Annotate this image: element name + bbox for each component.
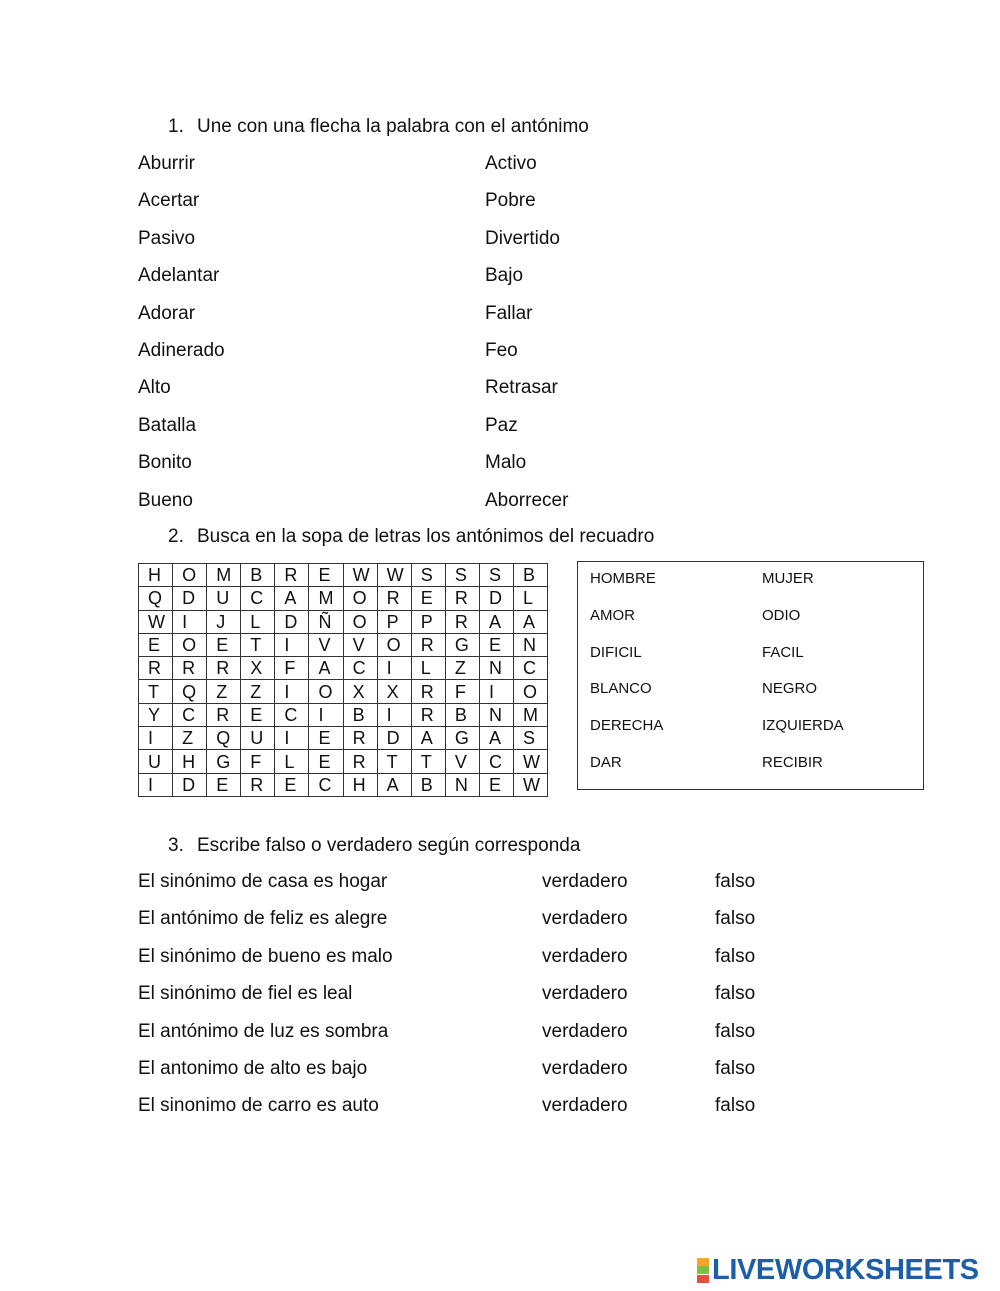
right-word: Bajo <box>485 265 524 287</box>
grid-cell[interactable]: X <box>241 657 275 680</box>
grid-cell[interactable]: T <box>377 750 411 773</box>
grid-cell[interactable]: R <box>275 564 309 587</box>
section-1-number: 1. <box>168 116 184 137</box>
word-box-word: HOMBRE <box>590 570 656 587</box>
left-word: Pasivo <box>138 227 196 249</box>
grid-cell[interactable]: R <box>173 657 207 680</box>
statement-text: El sinónimo de casa es hogar <box>138 871 388 892</box>
grid-cell[interactable]: I <box>275 633 309 656</box>
grid-cell[interactable]: E <box>479 773 513 796</box>
left-word: Aburrir <box>138 153 196 174</box>
grid-cell[interactable]: B <box>343 703 377 726</box>
grid-cell[interactable]: V <box>309 633 343 656</box>
grid-cell[interactable]: P <box>411 610 445 633</box>
grid-cell[interactable]: B <box>411 773 445 796</box>
grid-cell[interactable]: A <box>514 610 548 633</box>
statement-text: El antónimo de luz es sombra <box>138 1020 389 1042</box>
section-3-number: 3. <box>168 835 184 856</box>
statement-row <box>138 1094 798 1131</box>
statement-row <box>138 982 798 1019</box>
grid-cell[interactable]: Z <box>207 680 241 703</box>
grid-cell[interactable]: Q <box>139 587 173 610</box>
grid-cell[interactable]: R <box>445 610 479 633</box>
grid-cell[interactable]: C <box>241 587 275 610</box>
grid-cell[interactable]: X <box>343 680 377 703</box>
grid-row <box>139 750 548 773</box>
statement-row <box>138 945 798 982</box>
grid-cell[interactable]: M <box>309 587 343 610</box>
grid-cell[interactable]: E <box>207 773 241 796</box>
grid-cell[interactable]: O <box>173 633 207 656</box>
grid-cell[interactable]: I <box>139 727 173 750</box>
true-option[interactable]: verdadero <box>542 983 628 1005</box>
right-word: Aborrecer <box>485 489 569 511</box>
grid-cell[interactable]: R <box>207 657 241 680</box>
grid-cell[interactable]: R <box>411 703 445 726</box>
word-box-antonym: RECIBIR <box>762 754 823 771</box>
word-box-antonym: FACIL <box>762 643 804 661</box>
grid-cell[interactable]: E <box>309 727 343 750</box>
section-2-number: 2. <box>168 526 184 547</box>
grid-cell[interactable]: D <box>173 773 207 796</box>
false-option[interactable]: falso <box>715 871 756 892</box>
right-word: Pobre <box>485 190 536 212</box>
grid-row <box>139 610 548 633</box>
grid-cell[interactable]: U <box>207 587 241 610</box>
grid-cell[interactable]: I <box>275 727 309 750</box>
grid-cell[interactable]: M <box>207 564 241 587</box>
grid-cell[interactable]: C <box>275 703 309 726</box>
grid-cell[interactable]: I <box>275 680 309 703</box>
logo-text: LIVEWORKSHEETS <box>712 1254 979 1286</box>
grid-cell[interactable]: Q <box>173 680 207 703</box>
grid-cell[interactable]: A <box>377 773 411 796</box>
grid-cell[interactable]: R <box>411 633 445 656</box>
grid-cell[interactable]: E <box>139 633 173 656</box>
grid-cell[interactable]: W <box>514 750 548 773</box>
right-word: Activo <box>485 153 537 174</box>
grid-cell[interactable]: L <box>411 657 445 680</box>
true-option[interactable]: verdadero <box>542 1020 628 1042</box>
grid-cell[interactable]: R <box>343 750 377 773</box>
grid-row <box>139 680 548 703</box>
grid-cell[interactable]: A <box>275 587 309 610</box>
grid-cell[interactable]: I <box>377 657 411 680</box>
grid-cell[interactable]: W <box>343 564 377 587</box>
grid-cell[interactable]: O <box>309 680 343 703</box>
grid-cell[interactable]: E <box>479 633 513 656</box>
grid-cell[interactable]: P <box>377 610 411 633</box>
grid-cell[interactable]: E <box>309 750 343 773</box>
grid-row <box>139 587 548 610</box>
grid-cell[interactable]: G <box>445 633 479 656</box>
grid-cell[interactable]: H <box>139 564 173 587</box>
grid-cell[interactable]: I <box>309 703 343 726</box>
right-word: Fallar <box>485 302 533 324</box>
statement-row <box>138 1020 798 1057</box>
grid-cell[interactable]: U <box>139 750 173 773</box>
statement-row <box>138 907 798 944</box>
grid-row <box>139 703 548 726</box>
grid-cell[interactable]: O <box>514 680 548 703</box>
grid-cell[interactable]: R <box>377 587 411 610</box>
grid-row <box>139 727 548 750</box>
left-word: Bonito <box>138 452 192 474</box>
grid-row <box>139 564 548 587</box>
word-search-grid <box>138 563 548 797</box>
false-option[interactable]: falso <box>715 983 756 1005</box>
grid-cell[interactable]: C <box>173 703 207 726</box>
grid-cell[interactable]: D <box>173 587 207 610</box>
logo-mark-icon <box>697 1258 709 1283</box>
left-word: Adinerado <box>138 339 225 361</box>
left-word: Alto <box>138 377 171 399</box>
grid-cell[interactable]: O <box>343 587 377 610</box>
right-word: Feo <box>485 339 518 361</box>
grid-cell[interactable]: Z <box>241 680 275 703</box>
left-word: Bueno <box>138 489 193 511</box>
word-box-word: DAR <box>590 754 622 771</box>
right-word-list <box>485 152 815 526</box>
grid-cell[interactable]: O <box>377 633 411 656</box>
grid-cell[interactable]: Z <box>173 727 207 750</box>
right-word: Divertido <box>485 227 560 249</box>
grid-cell[interactable]: T <box>241 633 275 656</box>
false-option[interactable]: falso <box>715 1095 756 1117</box>
grid-cell[interactable]: R <box>207 703 241 726</box>
left-word-list <box>138 152 468 526</box>
right-word: Malo <box>485 452 527 474</box>
grid-cell[interactable]: D <box>479 587 513 610</box>
grid-cell[interactable]: O <box>343 610 377 633</box>
word-box-word: DERECHA <box>590 717 664 735</box>
grid-cell[interactable]: L <box>275 750 309 773</box>
grid-cell[interactable]: Y <box>139 703 173 726</box>
grid-cell[interactable]: S <box>411 564 445 587</box>
grid-cell[interactable]: C <box>479 750 513 773</box>
true-option[interactable]: verdadero <box>542 908 628 930</box>
section-2-instruction: Busca en la sopa de letras los antónimos del recuadro <box>197 526 655 547</box>
grid-cell[interactable]: D <box>275 610 309 633</box>
grid-cell[interactable]: L <box>241 610 275 633</box>
left-word: Batalla <box>138 414 197 436</box>
grid-cell[interactable]: W <box>514 773 548 796</box>
section-3-heading <box>168 835 580 857</box>
grid-cell[interactable]: G <box>207 750 241 773</box>
grid-cell[interactable]: R <box>343 727 377 750</box>
grid-cell[interactable]: Ñ <box>309 610 343 633</box>
true-option[interactable]: verdadero <box>542 945 628 967</box>
grid-cell[interactable]: X <box>377 680 411 703</box>
left-word: Adelantar <box>138 265 220 287</box>
grid-cell[interactable]: I <box>173 610 207 633</box>
grid-cell[interactable]: V <box>445 750 479 773</box>
liveworksheets-logo <box>697 1254 979 1286</box>
word-box-antonym: IZQUIERDA <box>762 717 844 735</box>
grid-cell[interactable]: E <box>309 564 343 587</box>
grid-cell[interactable]: O <box>173 564 207 587</box>
grid-cell[interactable]: R <box>241 773 275 796</box>
true-option[interactable]: verdadero <box>542 871 628 892</box>
grid-cell[interactable]: A <box>411 727 445 750</box>
grid-cell[interactable]: G <box>445 727 479 750</box>
statement-text: El sinónimo de bueno es malo <box>138 945 393 967</box>
grid-cell[interactable]: W <box>139 610 173 633</box>
section-2-heading <box>168 526 654 548</box>
false-option[interactable]: falso <box>715 1020 756 1042</box>
grid-cell[interactable]: N <box>479 703 513 726</box>
statement-text: El sinonimo de carro es auto <box>138 1095 379 1117</box>
grid-cell[interactable]: I <box>139 773 173 796</box>
grid-cell[interactable]: T <box>139 680 173 703</box>
word-box-word: BLANCO <box>590 680 652 698</box>
true-false-list <box>138 870 798 1132</box>
grid-cell[interactable]: E <box>207 633 241 656</box>
true-option[interactable]: verdadero <box>542 1095 628 1117</box>
grid-cell[interactable]: S <box>445 564 479 587</box>
word-box-word: AMOR <box>590 606 635 624</box>
grid-cell[interactable]: R <box>139 657 173 680</box>
grid-cell[interactable]: H <box>343 773 377 796</box>
word-box-antonym: MUJER <box>762 570 814 587</box>
grid-cell[interactable]: I <box>479 680 513 703</box>
grid-cell[interactable]: E <box>241 703 275 726</box>
grid-cell[interactable]: A <box>309 657 343 680</box>
grid-cell[interactable]: S <box>514 727 548 750</box>
grid-cell[interactable]: B <box>241 564 275 587</box>
grid-cell[interactable]: J <box>207 610 241 633</box>
grid-cell[interactable]: S <box>479 564 513 587</box>
grid-cell[interactable]: W <box>377 564 411 587</box>
right-word: Retrasar <box>485 377 558 399</box>
false-option[interactable]: falso <box>715 1057 756 1079</box>
grid-cell[interactable]: R <box>445 587 479 610</box>
grid-row <box>139 657 548 680</box>
grid-cell[interactable]: C <box>343 657 377 680</box>
right-word: Paz <box>485 414 518 436</box>
grid-cell[interactable]: N <box>479 657 513 680</box>
grid-row <box>139 633 548 656</box>
word-box-antonym: ODIO <box>762 606 801 624</box>
grid-cell[interactable]: C <box>309 773 343 796</box>
grid-cell[interactable]: N <box>514 633 548 656</box>
grid-cell[interactable]: F <box>275 657 309 680</box>
left-word: Acertar <box>138 190 200 212</box>
grid-cell[interactable]: E <box>411 587 445 610</box>
grid-cell[interactable]: N <box>445 773 479 796</box>
statement-text: El antónimo de feliz es alegre <box>138 908 388 930</box>
grid-cell[interactable]: L <box>514 587 548 610</box>
grid-cell[interactable]: A <box>479 727 513 750</box>
grid-cell[interactable]: V <box>343 633 377 656</box>
grid-cell[interactable]: U <box>241 727 275 750</box>
grid-cell[interactable]: A <box>479 610 513 633</box>
grid-row <box>139 773 548 796</box>
grid-cell[interactable]: T <box>411 750 445 773</box>
word-box <box>577 561 924 790</box>
section-1-instruction: Une con una flecha la palabra con el antónimo <box>197 116 589 137</box>
word-box-word: DIFICIL <box>590 643 642 661</box>
statement-text: El antonimo de alto es bajo <box>138 1057 368 1079</box>
statement-row <box>138 870 798 907</box>
statement-row <box>138 1057 798 1094</box>
grid-cell[interactable]: I <box>377 703 411 726</box>
grid-cell[interactable]: B <box>445 703 479 726</box>
grid-cell[interactable]: B <box>514 564 548 587</box>
section-3-instruction: Escribe falso o verdadero según corresponda <box>197 835 581 856</box>
statement-text: El sinónimo de fiel es leal <box>138 983 353 1005</box>
false-option[interactable]: falso <box>715 908 756 930</box>
section-1-heading <box>168 116 589 138</box>
false-option[interactable]: falso <box>715 945 756 967</box>
left-word: Adorar <box>138 302 196 324</box>
grid-cell[interactable]: Q <box>207 727 241 750</box>
grid-cell[interactable]: F <box>241 750 275 773</box>
grid-cell[interactable]: R <box>411 680 445 703</box>
true-option[interactable]: verdadero <box>542 1057 628 1079</box>
word-box-antonym: NEGRO <box>762 680 818 698</box>
grid-cell[interactable]: C <box>514 657 548 680</box>
grid-cell[interactable]: H <box>173 750 207 773</box>
grid-cell[interactable]: E <box>275 773 309 796</box>
grid-cell[interactable]: M <box>514 703 548 726</box>
grid-cell[interactable]: D <box>377 727 411 750</box>
grid-cell[interactable]: Z <box>445 657 479 680</box>
grid-cell[interactable]: F <box>445 680 479 703</box>
